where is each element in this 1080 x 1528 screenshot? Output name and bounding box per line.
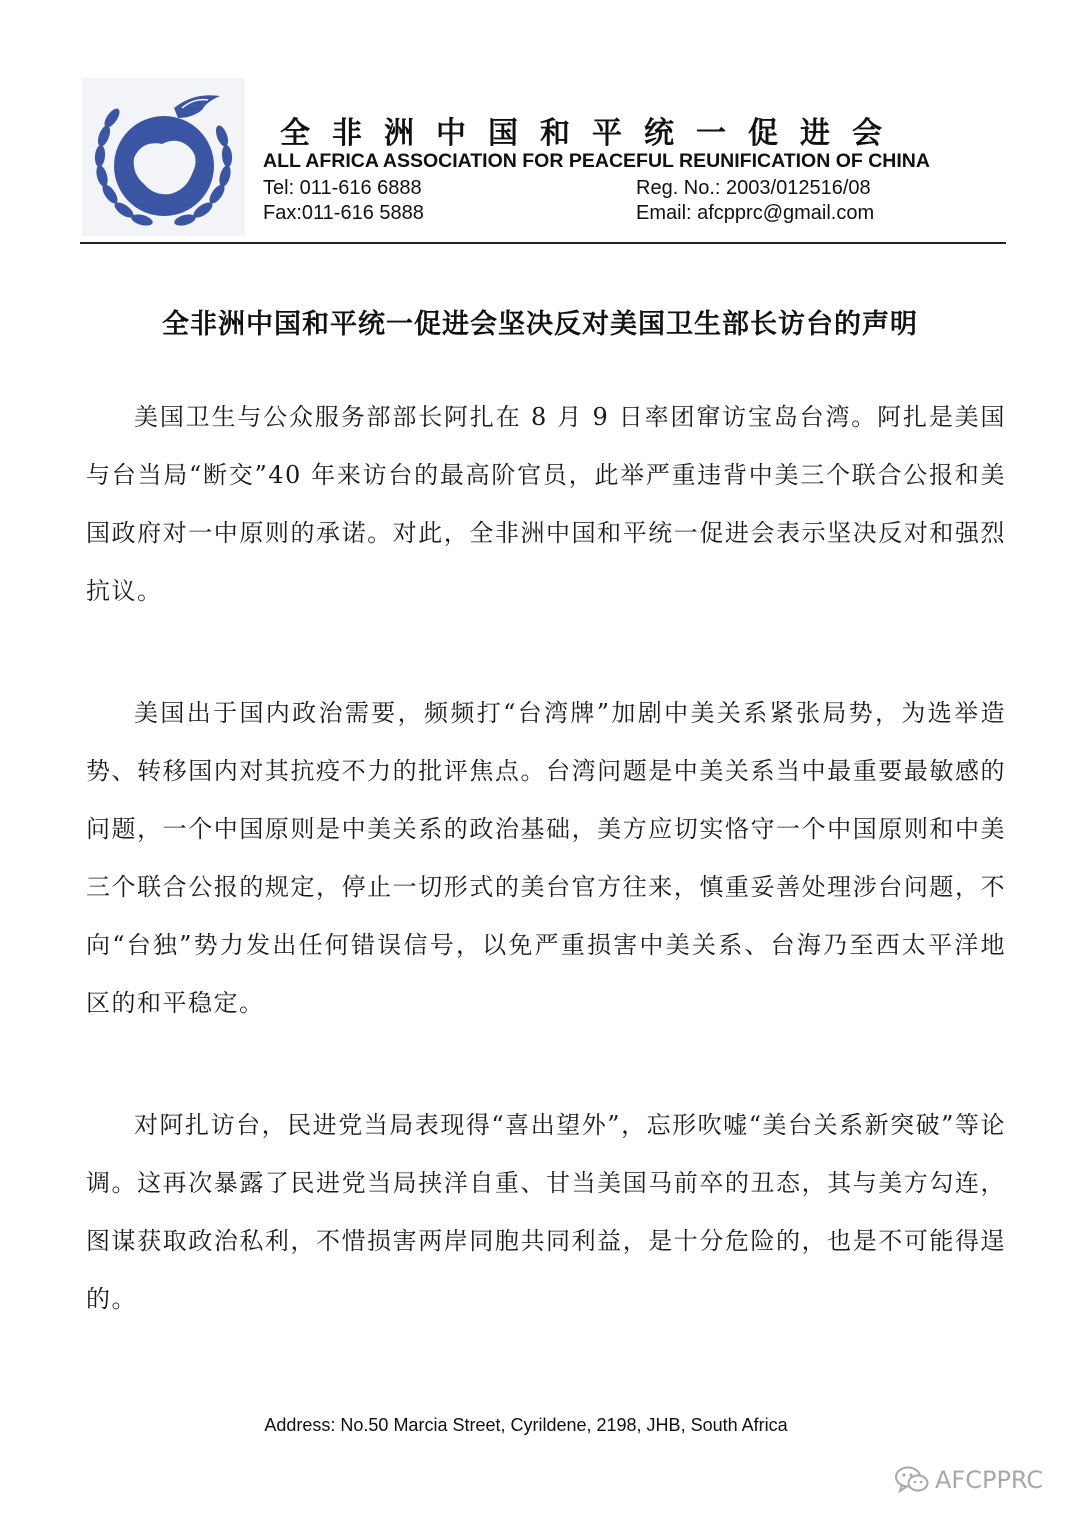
dove-globe-wreath-icon: [82, 78, 245, 236]
watermark-text: AFCPPRC: [935, 1466, 1044, 1494]
watermark: [895, 1466, 1043, 1494]
organization-name-english: ALL AFRICA ASSOCIATION FOR PEACEFUL REUNIFICATION OF CHINA: [263, 150, 930, 172]
organization-name-chinese: 全非洲中国和平统一促进会: [280, 116, 904, 151]
paragraph-3: 对阿扎访台，民进党当局表现得“喜出望外”，忘形吹嘘“美台关系新突破”等论调。这再次暴露了民进党当局挟洋自重、甘当美国马前卒的丑态，其与美方勾连，图谋获取政治私利，不惜损害两岸同胞共同利益，是十分危险的，也是不可能得逞的。: [86, 1111, 1006, 1313]
document-title: 全非洲中国和平统一促进会坚决反对美国卫生部长访台的声明: [162, 309, 918, 340]
header-divider: [80, 242, 1006, 244]
organization-logo: [82, 78, 245, 236]
footer-address: Address: No.50 Marcia Street, Cyrildene, 2198, JHB, South Africa: [264, 1415, 788, 1435]
fax: Fax:011-616 5888: [263, 202, 424, 224]
email-address: Email: afcpprc@gmail.com: [636, 202, 875, 224]
paragraph-1: 美国卫生与公众服务部部长阿扎在 8 月 9 日率团窜访宝岛台湾。阿扎是美国与台当局“断交”40 年来访台的最高阶官员，此举严重违背中美三个联合公报和美国政府对一中原则的承诺。对此，全非洲中国和平统一促进会表示坚决反对和强烈抗议。: [86, 403, 1006, 605]
paragraph-2: 美国出于国内政治需要，频频打“台湾牌”加剧中美关系紧张局势，为选举造势、转移国内对其抗疫不力的批评焦点。台湾问题是中美关系当中最重要最敏感的问题，一个中国原则是中美关系的政治基础，美方应切实恪守一个中国原则和中美三个联合公报的规定，停止一切形式的美台官方往来，慎重妥善处理涉台问题，不向“台独”势力发出任何错误信号，以免严重损害中美关系、台海乃至西太平洋地区的和平稳定。: [86, 699, 1006, 1017]
registration-number: Reg. No.: 2003/012516/08: [636, 177, 871, 199]
wechat-icon: [895, 1466, 929, 1494]
telephone: Tel: 011-616 6888: [263, 177, 422, 199]
